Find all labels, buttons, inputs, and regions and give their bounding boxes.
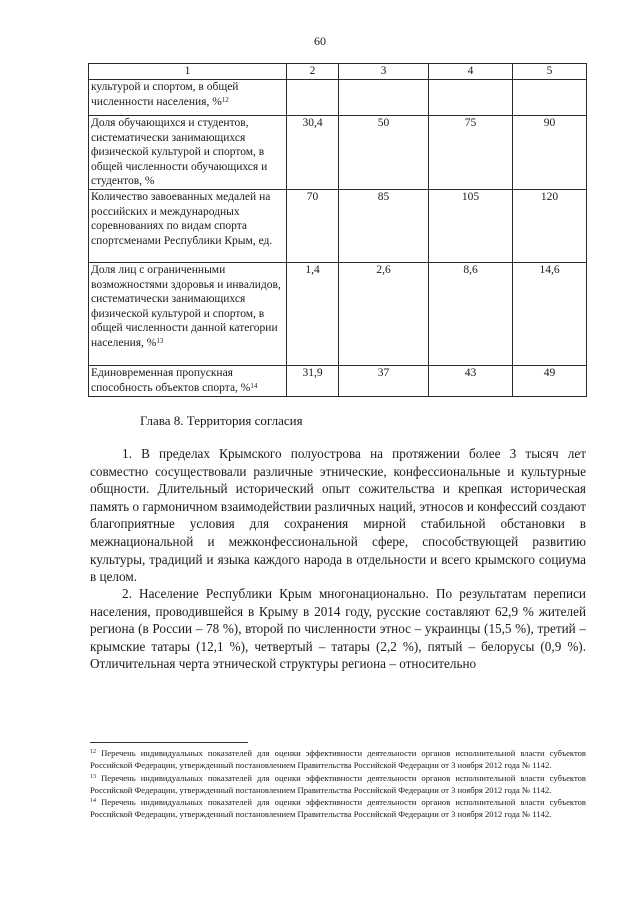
value-cell	[339, 80, 429, 116]
indicator-label-cell	[89, 262, 287, 365]
table-header-row	[89, 64, 587, 80]
footnote-separator	[90, 742, 248, 743]
body-paragraph: 2. Население Республики Крым многонационально. По результатам переписи населения, проводившейся в Крыму в 2014 году, русские составляют 62,9 % жителей региона (в России – 78 %), второй по численности этнос – украинцы (15,5 %), третий – крымские татары (12,1 %), четвертый – татары (2,2 %), пятый – белорусы (0,9 %). Отличительная черта этнической структуры региона – относительно	[90, 586, 586, 672]
value-cell: 120	[513, 189, 587, 262]
footnote-number: 12	[90, 749, 96, 755]
indicator-label-cell	[89, 80, 287, 116]
table-header-cell: 4	[429, 64, 513, 80]
value-cell: 90	[513, 116, 587, 190]
value-cell: 85	[339, 189, 429, 262]
indicator-label: Единовременная пропускная способность объектов спорта, %	[91, 366, 251, 394]
value-cell: 8,6	[429, 262, 513, 365]
footnote-text: Перечень индивидуальных показателей для оценки эффективности деятельности органов исполнительной власти субъектов Российской Федерации, утвержденный постановлением Правительства Российской Федерации от 3 ноября 2012 года № 1142.	[90, 748, 586, 771]
indicators-table	[88, 63, 587, 397]
indicator-label: Доля обучающихся и студентов, систематически занимающихся физической культурой и спортом, в общей численности обучающихся и студентов, %	[91, 117, 268, 188]
indicator-label: Доля лиц с ограниченными возможностями здоровья и инвалидов, систематически занимающихся физической культурой и спортом, в общей численности данной категории населения, %	[91, 263, 281, 349]
footnote-ref: 13	[156, 336, 164, 345]
value-cell	[513, 80, 587, 116]
chapter-title: Глава 8. Территория согласия	[140, 413, 303, 428]
value-cell: 2,6	[339, 262, 429, 365]
value-cell	[429, 80, 513, 116]
indicator-label-cell	[89, 189, 287, 262]
footnote-text: Перечень индивидуальных показателей для оценки эффективности деятельности органов исполнительной власти субъектов Российской Федерации, утвержденный постановлением Правительства Российской Федерации от 3 ноября 2012 года № 1142.	[90, 797, 586, 820]
table-header-cell: 3	[339, 64, 429, 80]
table-row	[89, 116, 587, 190]
footnote-text: Перечень индивидуальных показателей для оценки эффективности деятельности органов исполнительной власти субъектов Российской Федерации, утвержденный постановлением Правительства Российской Федерации от 3 ноября 2012 года № 1142.	[90, 772, 586, 795]
table-header-cell: 5	[513, 64, 587, 80]
value-cell	[287, 80, 339, 116]
footnote-number: 13	[90, 773, 96, 780]
indicator-label: культурой и спортом, в общей численности населения, %	[91, 81, 239, 108]
footnote	[90, 796, 586, 821]
indicator-label-cell	[89, 116, 287, 190]
value-cell: 30,4	[287, 116, 339, 190]
footnote-number: 14	[90, 798, 96, 805]
footnote-ref: 14	[250, 381, 258, 390]
footnote	[90, 747, 586, 772]
table-header-cell: 1	[89, 64, 287, 80]
page-number: 60	[314, 34, 326, 48]
indicator-label: Количество завоеванных медалей на российских и международных соревнованиях по видам спорта спортсменами Республики Крым, ед.	[91, 190, 273, 247]
value-cell: 49	[513, 365, 587, 396]
indicator-label-cell	[89, 365, 287, 396]
value-cell: 75	[429, 116, 513, 190]
table-row	[89, 189, 587, 262]
value-cell: 31,9	[287, 365, 339, 396]
value-cell: 50	[339, 116, 429, 190]
value-cell: 70	[287, 189, 339, 262]
value-cell: 105	[429, 189, 513, 262]
table-row	[89, 80, 587, 116]
footnote-ref: 12	[221, 95, 229, 104]
footnotes	[90, 747, 586, 821]
value-cell: 43	[429, 365, 513, 396]
value-cell: 14,6	[513, 262, 587, 365]
table-row	[89, 365, 587, 396]
value-cell: 37	[339, 365, 429, 396]
table-header-cell: 2	[287, 64, 339, 80]
footnote	[90, 772, 586, 797]
value-cell: 1,4	[287, 262, 339, 365]
table-row	[89, 262, 587, 365]
body-paragraph: 1. В пределах Крымского полуострова на протяжении более 3 тысяч лет совместно сосуществовали различные этнические, конфессиональные и культурные общности. Длительный исторический опыт сожительства и крепкая историческая память о гармоничном взаимодействии различных наций, этносов и конфессий создают благоприятные условия для сохранения мирной стабильной обстановки в межнациональной и межконфессиональной сфере, способствующей развитию культуры, традиций и языка каждого народа в отдельности и всего крымского социума в целом.	[90, 446, 586, 585]
